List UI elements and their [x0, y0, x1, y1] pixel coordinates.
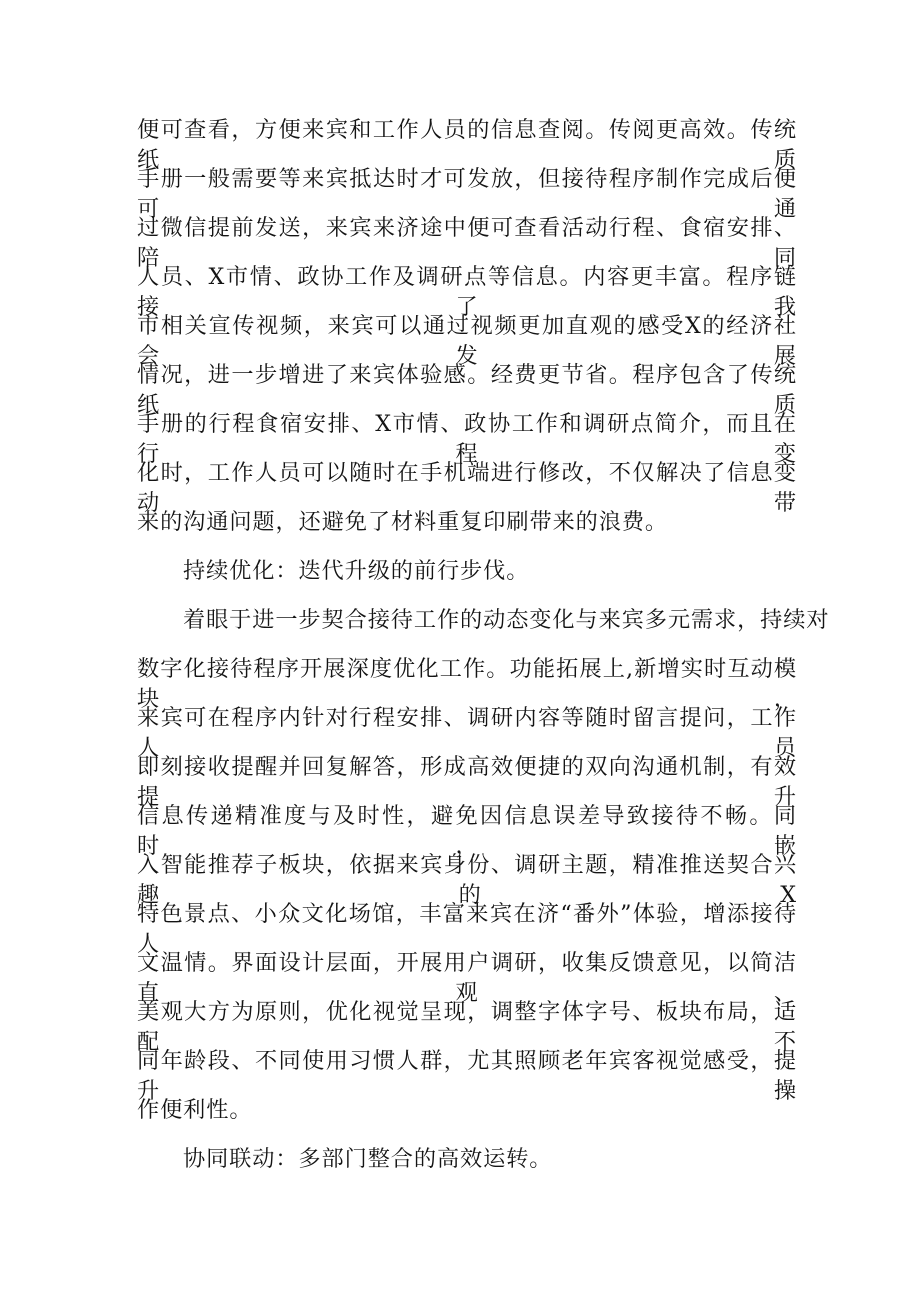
text-line: 信息传递精准度与及时性，避免因信息误差导致接待不畅。同时，嵌: [137, 803, 797, 859]
text-line: 手册的行程食宿安排、X市情、政协工作和调研点简介，而且在行程变: [137, 411, 797, 467]
text-line: 来宾可在程序内针对行程安排、调研内容等随时留言提问，工作人员: [137, 705, 797, 761]
text-line: 手册一般需要等来宾抵达时才可发放，但接待程序制作完成后便可通: [137, 166, 797, 222]
text-line: 入智能推荐子板块，依据来宾身份、调研主题，精准推送契合兴趣的X: [137, 852, 797, 908]
text-line: 化时，工作人员可以随时在手机端进行修改，不仅解决了信息变动带: [137, 460, 797, 516]
text-line: 过微信提前发送，来宾来济途中便可查看活动行程、食宿安排、陪同: [137, 215, 797, 271]
text-line: 即刻接收提醒并回复解答，形成高效便捷的双向沟通机制，有效提升: [137, 754, 797, 810]
text-line: 美观大方为原则，优化视觉呈现，调整字体字号、板块布局，适配不: [137, 999, 797, 1055]
section-heading: 持续优化：迭代升级的前行步伐。: [183, 558, 530, 584]
text-line: 同年龄段、不同使用习惯人群，尤其照顾老年宾客视觉感受，提升操: [137, 1048, 797, 1104]
text-line: 数字化接待程序开展深度优化工作。功能拓展上,新增实时互动模块，: [137, 656, 797, 712]
text-line: 人员、X市情、政协工作及调研点等信息。内容更丰富。程序链接了我: [137, 264, 797, 320]
section-heading: 协同联动：多部门整合的高效运转。: [183, 1146, 553, 1172]
text-line: 特色景点、小众文化场馆，丰富来宾在济“番外”体验，增添接待人: [137, 901, 797, 957]
text-line: 情况，进一步增进了来宾体验感。经费更节省。程序包含了传统纸质: [137, 362, 797, 418]
text-line: 市相关宣传视频，来宾可以通过视频更加直观的感受X的经济社会发展: [137, 313, 797, 369]
text-line: 便可查看，方便来宾和工作人员的信息查阅。传阅更高效。传统纸质: [137, 117, 797, 173]
text-line: 着眼于进一步契合接待工作的动态变化与来宾多元需求，持续对: [183, 607, 830, 633]
text-line: 作便利性。: [137, 1097, 253, 1123]
text-line: 来的沟通问题，还避免了材料重复印刷带来的浪费。: [137, 509, 669, 535]
text-line: 文温情。界面设计层面，开展用户调研，收集反馈意见，以简洁直观、: [137, 950, 797, 1006]
